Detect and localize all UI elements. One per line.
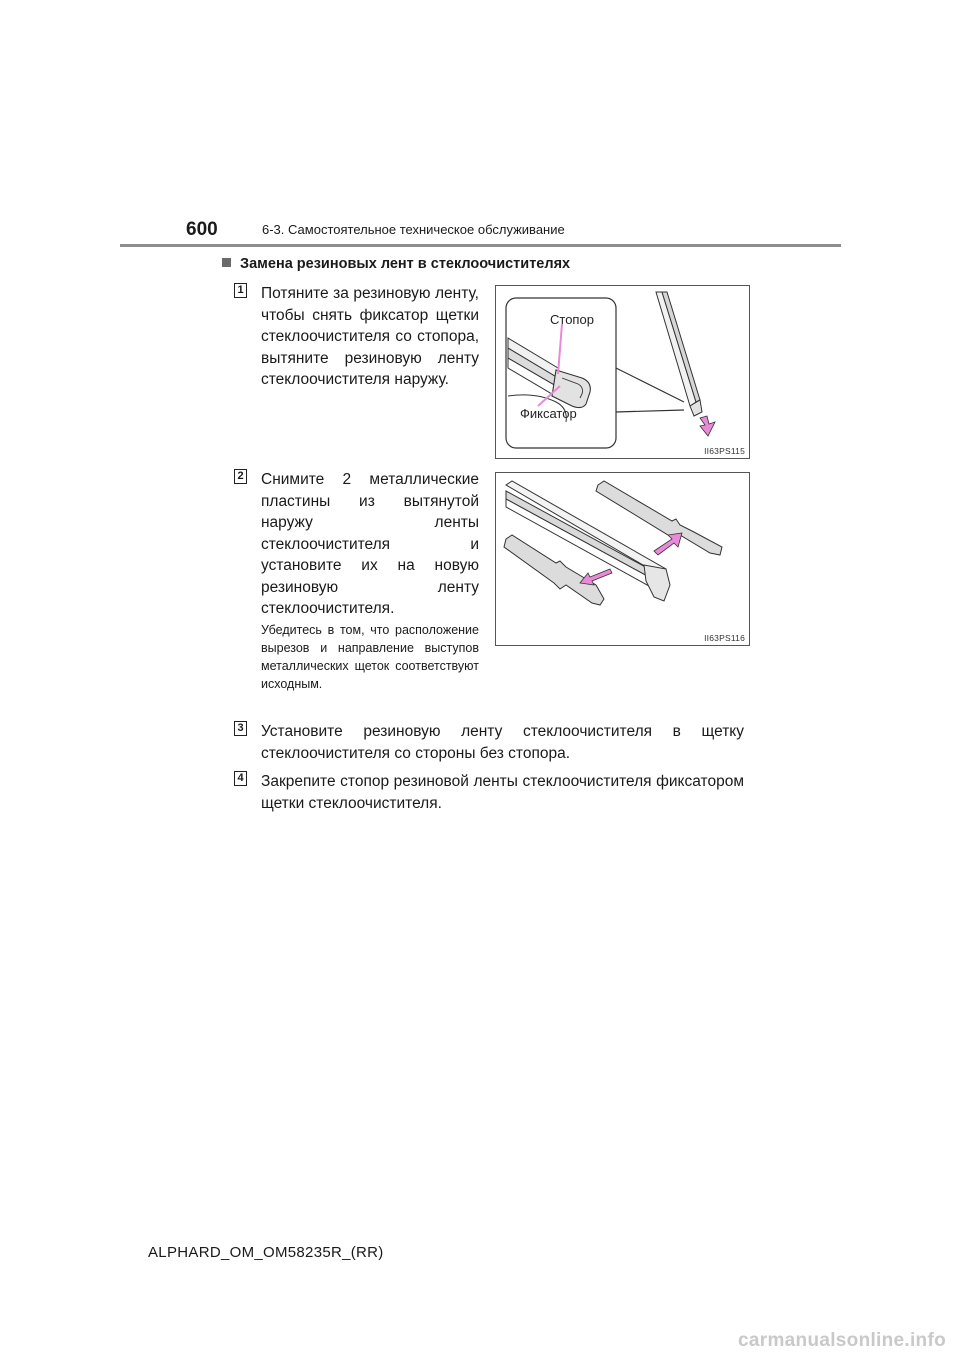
step-number-3: 3 — [234, 721, 247, 736]
figure-code: II63PS116 — [704, 633, 745, 643]
header-rule — [120, 244, 841, 247]
step-number-4: 4 — [234, 771, 247, 786]
metal-plates-illustration — [496, 473, 749, 645]
figure-1 — [495, 285, 750, 459]
square-bullet-icon — [222, 258, 231, 267]
footer-doc-code: ALPHARD_OM_OM58235R_(RR) — [148, 1244, 384, 1261]
wiper-stopper-illustration — [496, 286, 749, 458]
step-number-1: 1 — [234, 283, 247, 298]
step-4-text: Закрепите стопор резиновой ленты стеклоочистителя фиксатором щетки стеклоочистителя. — [261, 773, 744, 812]
step-1-text: Потяните за резиновую ленту, чтобы снять фиксатор щетки стеклоочистителя со стопора, вытяните резиновую ленту стеклоочистителя наружу. — [261, 285, 479, 388]
subheading-text: Замена резиновых лент в стеклоочистителях — [240, 256, 571, 272]
step-2-text: Снимите 2 металлические пластины из вытянутой наружу ленты стеклоочистителя и установите их на новую резиновую ленту стеклоочистителя. — [261, 471, 479, 617]
figure-2 — [495, 472, 750, 646]
subheading — [222, 256, 570, 272]
step-2-note: Убедитесь в том, что расположение вырезов и направление выступов металлических щеток соответствуют исходным. — [261, 623, 479, 691]
watermark: carmanualsonline.info — [738, 1330, 946, 1351]
clip-label: Фиксатор — [520, 406, 577, 421]
step-3-text: Установите резиновую ленту стеклоочистителя в щетку стеклоочистителя со стороны без стопора. — [261, 723, 744, 762]
stopper-label: Стопор — [550, 312, 594, 327]
section-title: 6-3. Самостоятельное техническое обслуживание — [262, 222, 565, 237]
page-number: 600 — [186, 219, 218, 240]
step-number-2: 2 — [234, 469, 247, 484]
figure-code: II63PS115 — [704, 446, 745, 456]
